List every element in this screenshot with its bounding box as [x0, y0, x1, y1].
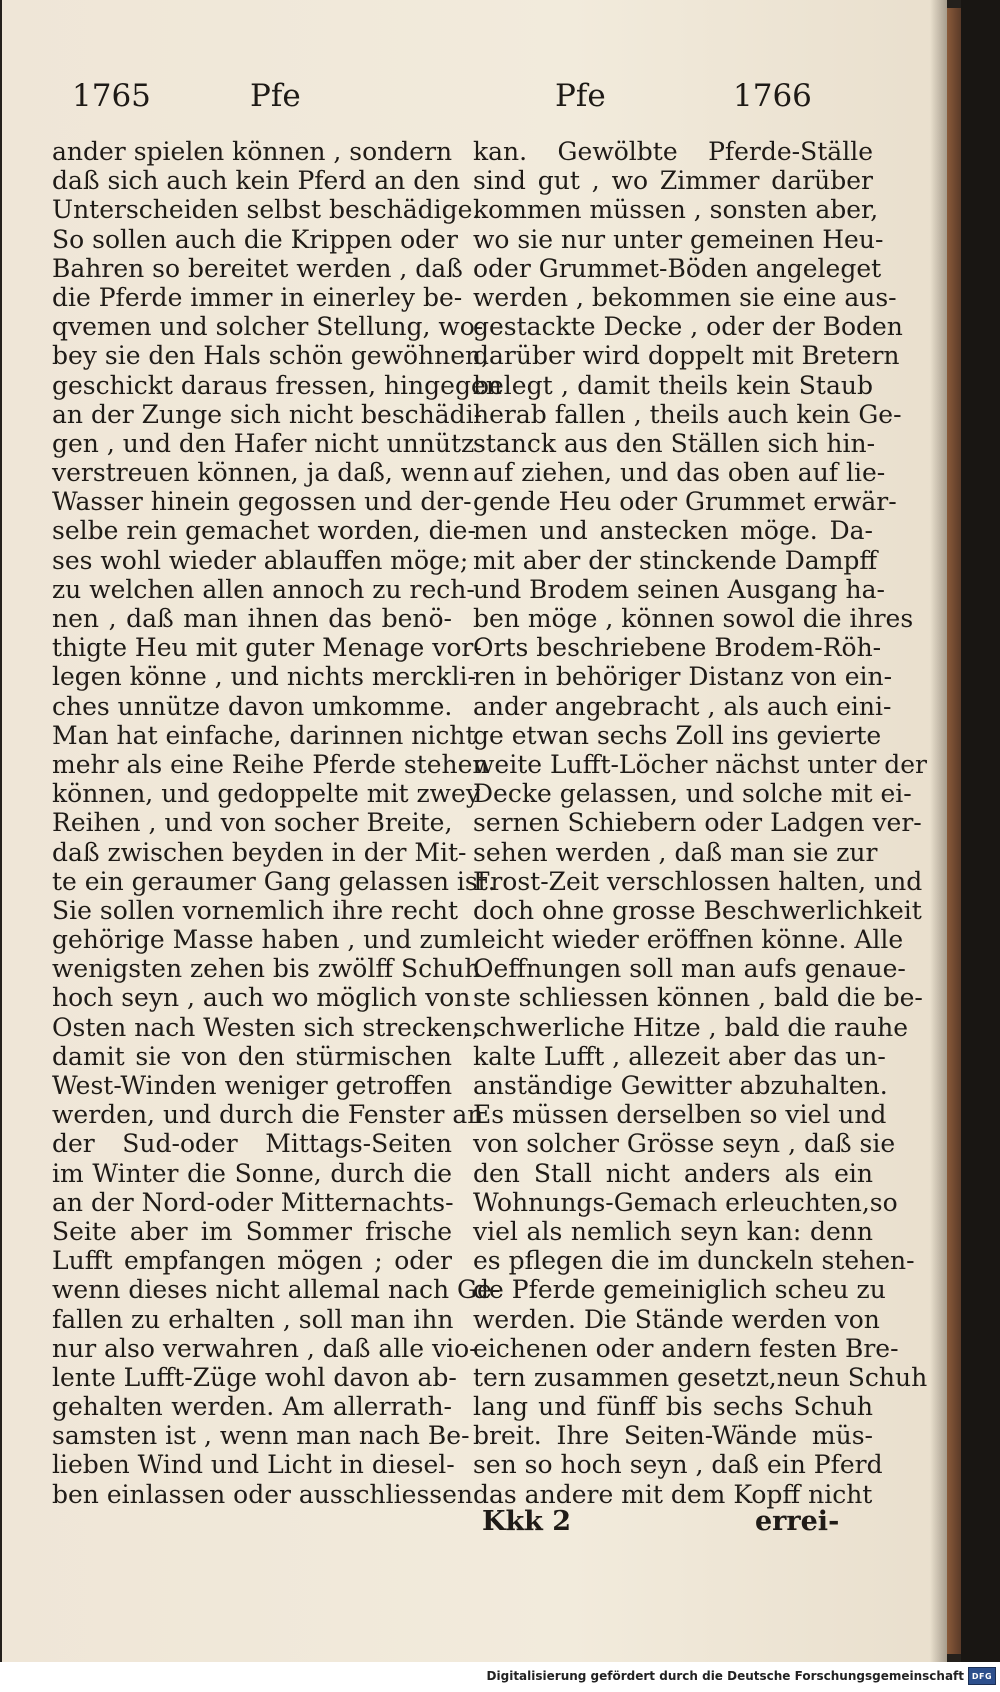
text-line: de Pferde gemeiniglich scheu zu	[473, 1275, 886, 1305]
text-line: von solcher Grösse seyn , daß sie	[473, 1129, 896, 1159]
book-edge	[947, 8, 961, 1654]
text-line: lang und fünff bis sechs Schuh	[473, 1392, 873, 1422]
text-line: kommen müssen , sonsten aber,	[473, 195, 879, 225]
text-line: kalte Lufft , allezeit aber das un-	[473, 1041, 886, 1071]
text-line: werden , bekommen sie eine aus-	[473, 282, 897, 312]
text-line: nen , daß man ihnen das benö-	[52, 604, 452, 633]
text-line: damit sie von den stürmischen	[52, 1041, 452, 1071]
text-line: Bahren so bereitet werden , daß	[52, 253, 463, 283]
text-line: West-Winden weniger getroffen	[52, 1071, 453, 1100]
left-running-head: Pfe	[250, 78, 301, 114]
text-line: ander angebracht , als auch eini-	[473, 691, 892, 721]
text-line: Orts beschriebene Brodem-Röh-	[473, 633, 882, 663]
text-line: auf ziehen, und das oben auf lie-	[473, 458, 886, 488]
text-line: doch ohne grosse Beschwerlichkeit	[473, 895, 922, 925]
text-line: anständige Gewitter abzuhalten.	[473, 1071, 888, 1100]
text-line: ben möge , können sowol die ihres	[473, 604, 914, 633]
text-line: ren in behöriger Distanz von ein-	[473, 662, 893, 692]
text-line: Wasser hinein gegossen und der-	[52, 487, 472, 517]
text-line: weite Lufft-Löcher nächst unter der	[473, 749, 928, 779]
text-line: sind gut , wo Zimmer darüber	[473, 166, 873, 196]
digitization-credit: Digitalisierung gefördert durch die Deutsche Forschungsgemeinschaft	[486, 1669, 964, 1683]
text-line: der Sud-oder Mittags-Seiten	[52, 1129, 452, 1159]
signature-mark: Kkk 2	[482, 1506, 572, 1537]
text-line: das andere mit dem Kopff nicht	[473, 1479, 873, 1509]
text-line: tern zusammen gesetzt,neun Schuh	[473, 1362, 928, 1392]
left-text-column	[52, 137, 502, 1509]
text-line: wo sie nur unter gemeinen Heu-	[473, 224, 884, 254]
text-line: Decke gelassen, und solche mit ei-	[473, 779, 912, 809]
text-line: ches unnütze davon umkomme.	[52, 691, 453, 721]
text-line: werden. Die Stände werden von	[473, 1304, 880, 1334]
text-line: thigte Heu mit guter Menage vor-	[52, 633, 482, 663]
text-line: verstreuen können, ja daß, wenn	[52, 458, 470, 488]
text-line: gehalten werden. Am allerrath-	[52, 1392, 452, 1422]
page-shadow	[930, 0, 947, 1662]
text-line: selbe rein gemachet worden, die-	[52, 516, 476, 546]
text-line: im Winter die Sonne, durch die	[52, 1158, 452, 1188]
text-line: werden, und durch die Fenster an	[52, 1100, 484, 1130]
text-line: ste schliessen können , bald die be-	[473, 983, 923, 1013]
text-line: schwerliche Hitze , bald die rauhe	[473, 1012, 909, 1042]
text-line: daß sich auch kein Pferd an den	[52, 166, 461, 196]
text-line: sernen Schiebern oder Ladgen ver-	[473, 808, 922, 838]
text-line: mehr als eine Reihe Pferde stehen	[52, 749, 489, 779]
text-line: stanck aus den Ställen sich hin-	[473, 428, 876, 458]
text-line: eichenen oder andern festen Bre-	[473, 1333, 899, 1363]
text-line: gen , und den Hafer nicht unnütz	[52, 428, 475, 458]
text-line: Oeffnungen soll man aufs genaue-	[473, 954, 906, 984]
text-line: lente Lufft-Züge wohl davon ab-	[52, 1362, 457, 1392]
text-line: Es müssen derselben so viel und	[473, 1100, 887, 1130]
text-line: es pflegen die im dunckeln stehen-	[473, 1246, 915, 1276]
text-line: die Pferde immer in einerley be-	[52, 282, 463, 312]
catchword: errei-	[755, 1506, 840, 1537]
text-line: mit aber der stinckende Dampff	[473, 545, 878, 575]
text-line: Lufft empfangen mögen ; oder	[52, 1246, 452, 1276]
text-line: herab fallen , theils auch kein Ge-	[473, 399, 902, 429]
text-line: geschickt daraus fressen, hingegen	[52, 370, 502, 400]
text-line: an der Nord-oder Mitternachts-	[52, 1187, 454, 1217]
text-line: Unterscheiden selbst beschädige.	[52, 195, 481, 225]
text-line: belegt , damit theils kein Staub	[473, 370, 873, 400]
text-line: So sollen auch die Krippen oder	[52, 224, 458, 254]
text-line: hoch seyn , auch wo möglich von	[52, 983, 471, 1013]
text-line: Wohnungs-Gemach erleuchten,so	[473, 1187, 898, 1217]
text-line: legen könne , und nichts merckli-	[52, 662, 476, 692]
text-line: men und anstecken möge. Da-	[473, 516, 873, 546]
text-line: ander spielen können , sondern	[52, 137, 453, 166]
text-line: sen so hoch seyn , daß ein Pferd	[473, 1450, 883, 1480]
text-line: viel als nemlich seyn kan: denn	[473, 1216, 873, 1246]
text-line: den Stall nicht anders als ein	[473, 1158, 873, 1188]
text-line: ben einlassen oder ausschliessen	[52, 1479, 473, 1509]
text-line: gestackte Decke , oder der Boden	[473, 312, 903, 342]
text-line: te ein geraumer Gang gelassen ist.	[52, 866, 496, 896]
text-line: leicht wieder eröffnen könne. Alle	[473, 925, 904, 955]
text-line: Osten nach Westen sich strecken,	[52, 1012, 480, 1042]
text-line: nur also verwahren , daß alle vio-	[52, 1333, 478, 1363]
left-page-number: 1765	[72, 78, 151, 114]
text-line: lieben Wind und Licht in diesel-	[52, 1450, 455, 1480]
text-line: und Brodem seinen Ausgang ha-	[473, 574, 885, 604]
right-page-number: 1766	[733, 78, 812, 114]
text-line: Man hat einfache, darinnen nicht	[52, 720, 476, 750]
text-line: breit. Ihre Seiten-Wände müs-	[473, 1421, 873, 1451]
text-line: bey sie den Hals schön gewöhnen,	[52, 341, 490, 371]
text-line: darüber wird doppelt mit Bretern	[473, 341, 900, 371]
text-line: daß zwischen beyden in der Mit-	[52, 837, 467, 867]
text-line: Frost-Zeit verschlossen halten, und	[473, 866, 923, 896]
text-line: Seite aber im Sommer frische	[52, 1216, 452, 1246]
right-text-column	[473, 137, 928, 1509]
text-line: kan. Gewölbte Pferde-Ställe	[473, 137, 873, 166]
text-line: Reihen , und von socher Breite,	[52, 808, 453, 838]
text-line: können, und gedoppelte mit zwey	[52, 779, 480, 809]
cover-edge	[961, 0, 1000, 1662]
text-line: ses wohl wieder ablauffen möge;	[52, 545, 469, 575]
text-line: gehörige Masse haben , und zum	[52, 925, 473, 955]
text-line: qvemen und solcher Stellung, wo-	[52, 312, 484, 342]
text-line: sehen werden , daß man sie zur	[473, 837, 878, 867]
text-line: gende Heu oder Grummet erwär-	[473, 487, 897, 517]
text-line: wenn dieses nicht allemal nach Ge-	[52, 1275, 501, 1305]
text-line: wenigsten zehen bis zwölff Schuh	[52, 954, 481, 984]
text-line: samsten ist , wenn man nach Be-	[52, 1421, 470, 1451]
text-line: Sie sollen vornemlich ihre recht	[52, 895, 459, 925]
text-line: oder Grummet-Böden angeleget	[473, 253, 882, 283]
dfg-logo: DFG	[968, 1667, 996, 1685]
text-line: zu welchen allen annoch zu rech-	[52, 574, 475, 604]
text-line: ge etwan sechs Zoll ins gevierte	[473, 720, 882, 750]
text-line: an der Zunge sich nicht beschädi-	[52, 399, 483, 429]
text-line: fallen zu erhalten , soll man ihn	[52, 1304, 454, 1334]
right-running-head: Pfe	[555, 78, 606, 114]
